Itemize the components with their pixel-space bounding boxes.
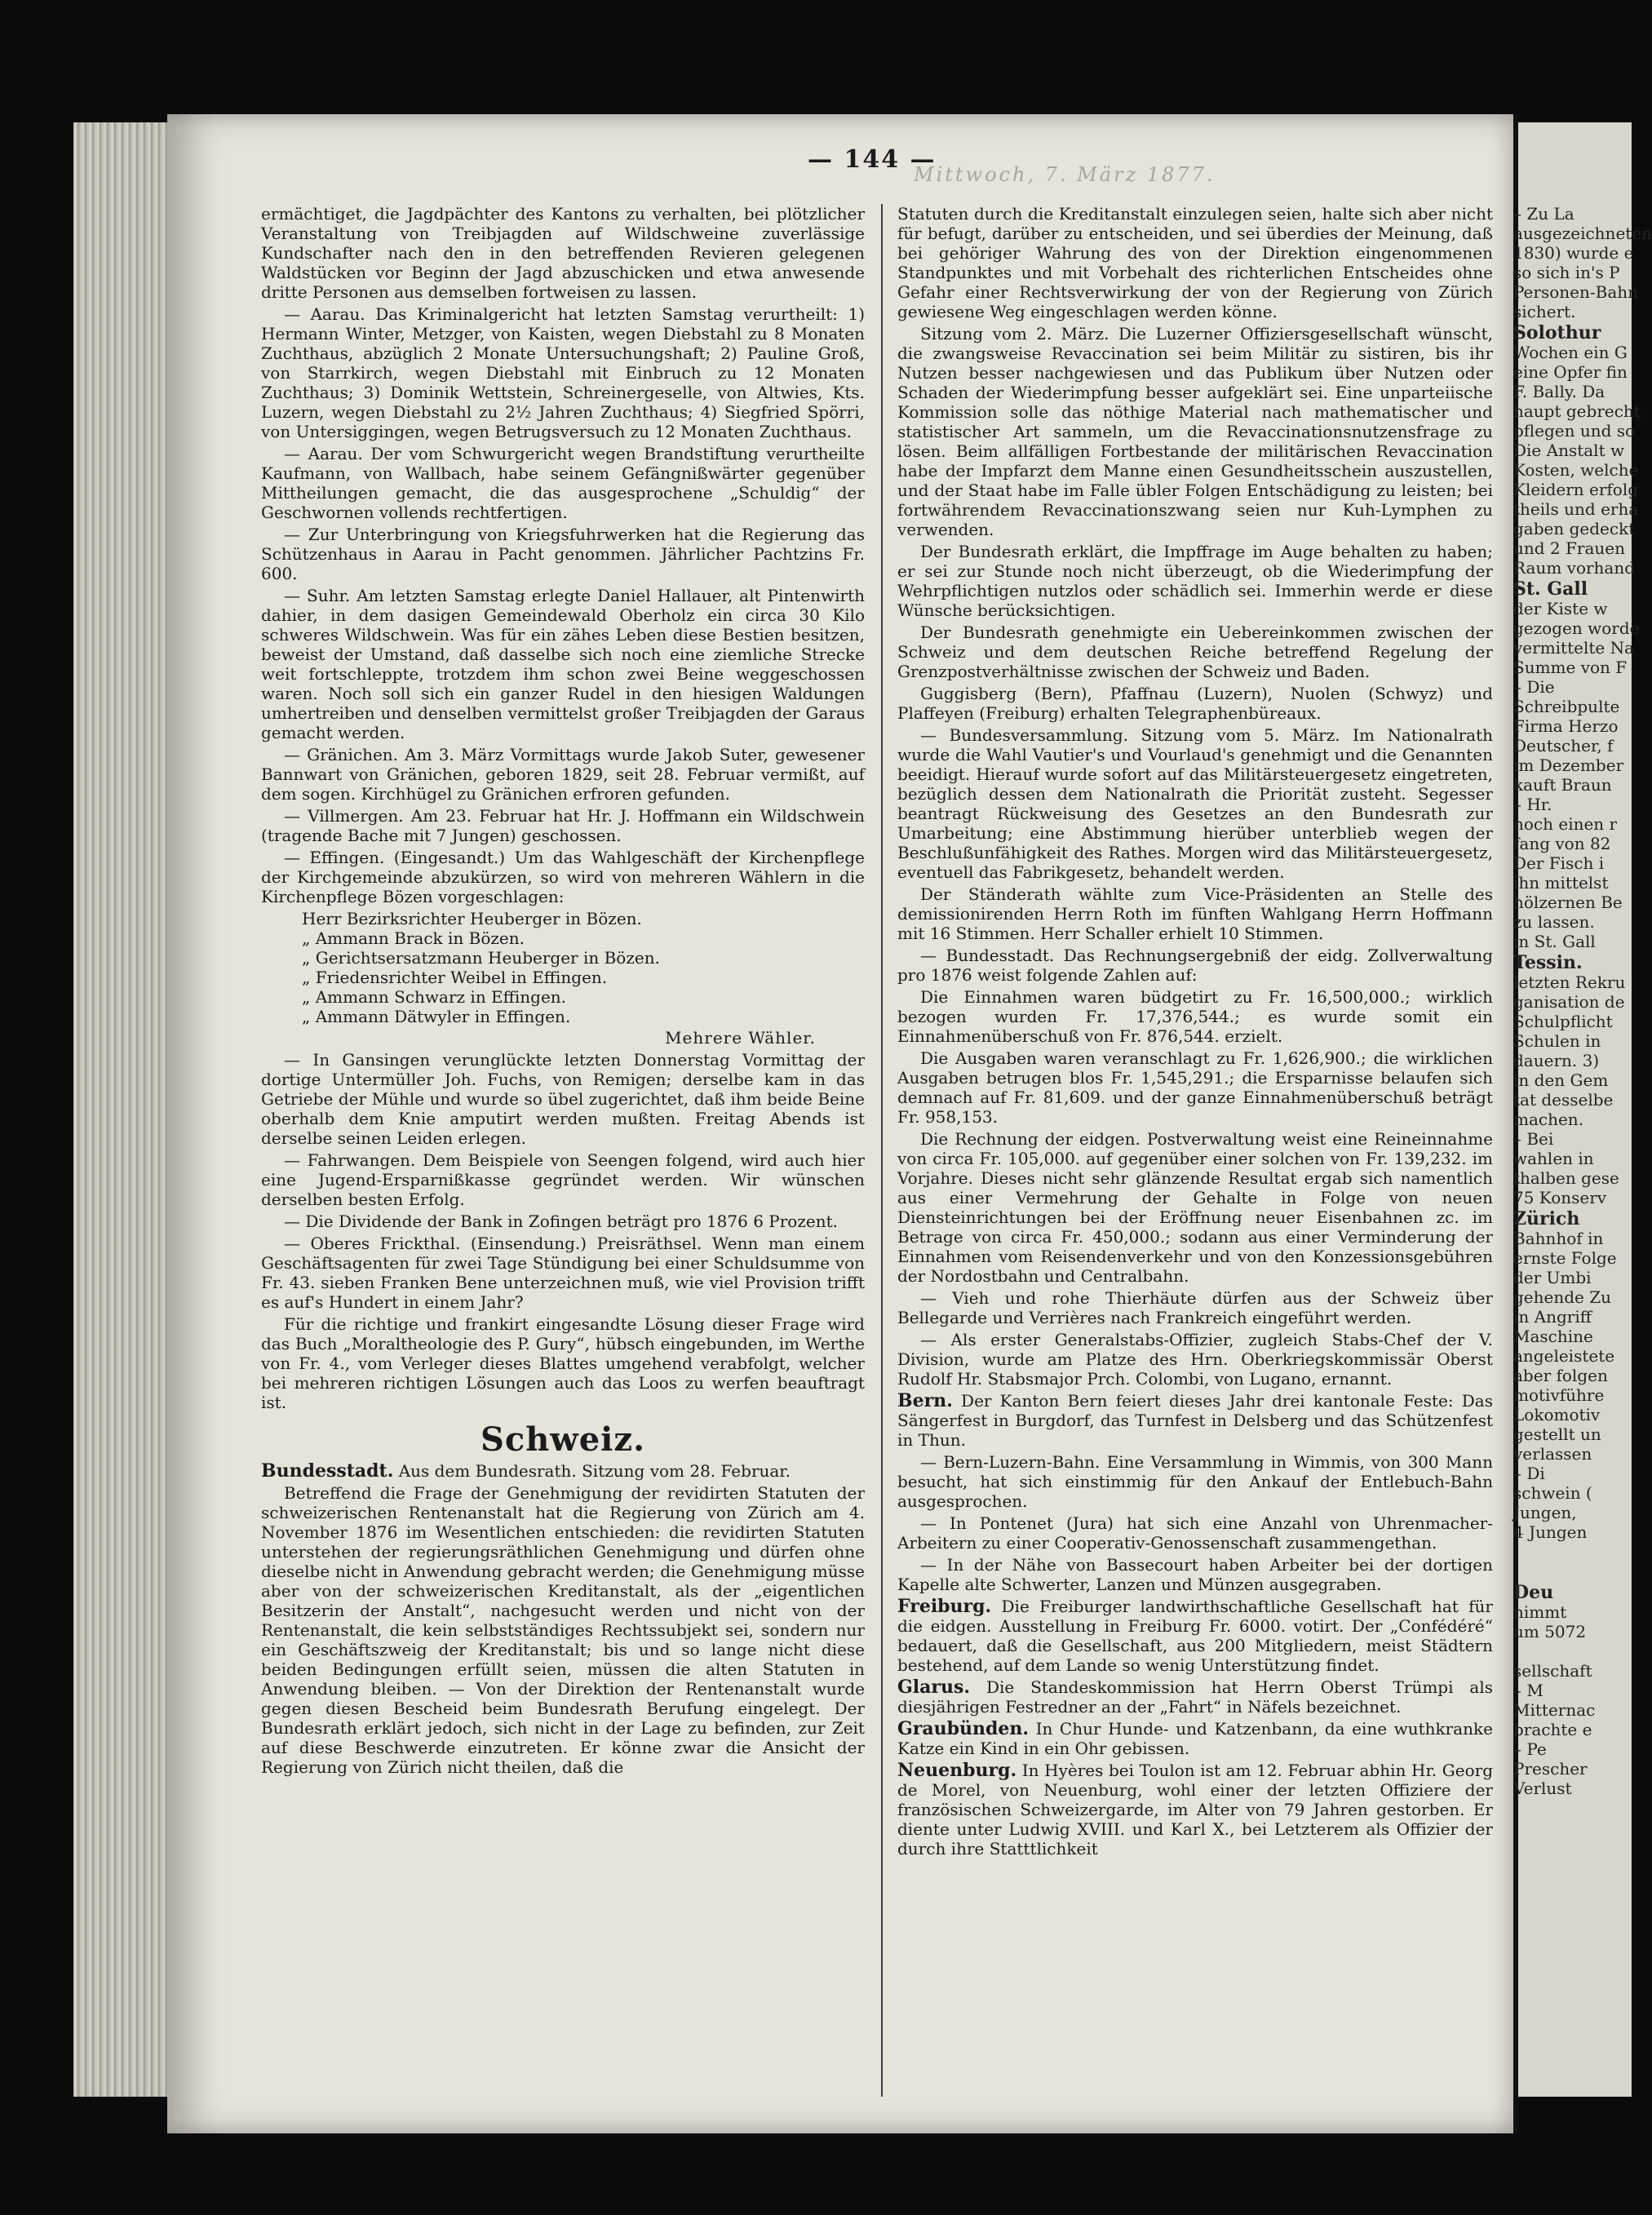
article-paragraph: Sitzung vom 2. März. Die Luzerner Offiziersgesellschaft wünscht, die zwangsweise Revaccination sei beim Militär zu sistiren, bis ihr Nutzen besser nachgewiesen und das Publikum über Nutzen oder Schaden der Wiederimpfung besser aufgeklärt sei. Eine unparteiische Kommission solle das nöthige Material nach mathematischer und statistischer Art sammeln, um die Revaccinationsnutzensfrage zu lösen. Beim allfälligen Fortbestande der militärischen Revaccination habe der Impfarzt dem Manne einen Gesundheitsschein auszustellen, und der Staat habe im Falle übler Folgen Entschädigung zu leisten; bei fortwährendem Revaccinationszwang seien nur Kuh-Lymphen zu verwenden. xyxy=(897,324,1493,539)
facing-page-line: kauft Braun xyxy=(1513,775,1612,795)
page-number: — 144 — xyxy=(808,145,937,174)
article-heading: Graubünden. xyxy=(897,1718,1030,1739)
facing-page-line: Bahnhof in xyxy=(1513,1229,1604,1248)
article-paragraph: — Die Dividende der Bank in Zofingen beträgt pro 1876 6 Prozent. xyxy=(284,1212,838,1231)
article-paragraph: — In der Nähe von Bassecourt haben Arbeiter bei der dortigen Kapelle alte Schwerter, Lanzen und Münzen ausgegraben. xyxy=(897,1555,1493,1594)
candidate-list-item: „ Ammann Brack in Bözen. xyxy=(302,928,525,948)
facing-page-line: Mitternac xyxy=(1513,1700,1596,1720)
left-column xyxy=(261,204,865,1779)
facing-page-line: Schulen in xyxy=(1513,1031,1601,1051)
article-paragraph: Der Bundesrath genehmigte ein Uebereinkommen zwischen der Schweiz und dem deutschen Reiche betreffend Regelung der Grenzpostverhältnisse zwischen der Schweiz und Baden. xyxy=(897,622,1493,681)
facing-page-line: Kleidern erfolg xyxy=(1513,480,1639,499)
facing-page-line: – Pe xyxy=(1513,1739,1547,1759)
facing-page-heading: St. Gall xyxy=(1513,578,1588,600)
facing-page-line: und 2 Frauen xyxy=(1513,538,1625,558)
article-paragraph: — Vieh und rohe Thierhäute dürfen aus der Schweiz über Bellegarde und Verrières nach Frankreich eingeführt werden. xyxy=(897,1288,1493,1327)
article-paragraph: Die Einnahmen waren büdgetirt zu Fr. 16,500,000.; wirklich bezogen wurden Fr. 17,376,544.; es wurde somit ein Einnahmenüberschuß von Fr. 876,544. erzielt. xyxy=(897,987,1493,1046)
article-paragraph: ermächtiget, die Jagdpächter des Kantons zu verhalten, bei plötzlicher Veranstaltung von Treibjagden auf Wildschweine zuverlässige Kundschafter nach den in den betreffenden Revieren gelegenen Waldstücken vor Beginn der Jagd abzuschicken und etwa anwesende dritte Personen aus demselben fortweisen zu lassen. xyxy=(261,204,865,302)
article-paragraph: — Aarau. Das Kriminalgericht hat letzten Samstag verurtheilt: 1) Hermann Winter, Metzger, von Kaisten, wegen Diebstahl zu 8 Monaten Zuchthaus, abzüglich 2 Monate Untersuchungshaft; 2) Pauline Groß, von Starrkirch, wegen Diebstahl mit Einbruch zu 12 Monaten Zuchthaus; 3) Dominik Wettstein, Schreinergeselle, von Altwies, Kts. Luzern, wegen Diebstahl zu 2½ Jahren Zuchthaus; 4) Siegfried Spörri, von Untersiggingen, wegen Betrugsversuch zu 12 Monaten Zuchthaus. xyxy=(261,304,865,441)
facing-page-line: Jungen, xyxy=(1513,1503,1577,1522)
article-signature: Mehrere Wähler. xyxy=(665,1028,816,1048)
candidate-list xyxy=(302,909,865,1026)
facing-page-line: tat desselbe xyxy=(1513,1090,1614,1110)
facing-page-line: haupt gebrecht xyxy=(1513,401,1641,421)
facing-page-line: vermittelte Na xyxy=(1513,638,1635,658)
facing-page-line: 75 Konserv xyxy=(1513,1188,1607,1207)
article-paragraph: — Oberes Frickthal. (Einsendung.) Preisräthsel. Wenn man einem Geschäftsagenten für zwei Tage Stündigung bei einer Schuldsumme von Fr. 43. sieben Franken Bene unterzeichnen muß, wie viel Provision trifft es auf's Hundert in einem Jahr? xyxy=(261,1234,865,1312)
facing-page-heading: Zürich xyxy=(1513,1208,1580,1229)
facing-page-line: zu lassen. xyxy=(1513,912,1595,932)
article-heading: Freiburg. xyxy=(897,1596,992,1617)
article-paragraph: — Fahrwangen. Dem Beispiele von Seengen folgend, wird auch hier eine Jugend-Ersparnißkasse gegründet werden. Wir wünschen derselben besten Erfolg. xyxy=(261,1150,865,1209)
article-paragraph: — In Gansingen verunglückte letzten Donnerstag Vormittag der dortige Untermüller Joh. Fuchs, von Remigen; derselbe kam in das Getriebe der Mühle und wurde so übel zugerichtet, daß ihm beide Beine oberhalb dem Knie amputirt werden mußten. Freitag Abends ist derselbe seinen Leiden erlegen. xyxy=(261,1050,865,1148)
facing-page-line: – Di xyxy=(1513,1464,1545,1483)
facing-page-line xyxy=(1513,1542,1632,1562)
facing-page-line: fang von 82 xyxy=(1513,834,1611,853)
book-page-edges xyxy=(73,122,171,2097)
article-paragraph: Graubünden. In Chur Hunde- und Katzenbann, da eine wuthkranke Katze ein Kind in ein Ohr gebissen. xyxy=(897,1718,1493,1758)
article-paragraph: Der Ständerath wählte zum Vice-Präsidenten an Stelle des demissionirenden Herrn Roth im fünften Wahlgang Herrn Hoffmann mit 16 Stimmen. Herr Schaller erhielt 10 Stimmen. xyxy=(897,884,1493,943)
article-paragraph: — Suhr. Am letzten Samstag erlegte Daniel Hallauer, alt Pintenwirth dahier, in dem dasigen Gemeindewald Oberholz ein circa 30 Kilo schweres Wildschwein. Was für ein zähes Leben diese Bestien besitzen, beweist der Umstand, daß dasselbe sich noch eine ziemliche Strecke weit fortschleppte, trotzdem ihm schon zwei Beine weggeschossen waren. Noch soll sich ein ganzer Rudel in den hiesigen Waldungen umhertreiben und denselben vermittelst großer Treibjagden der Garaus gemacht werden. xyxy=(261,586,865,742)
article-paragraph: — Gränichen. Am 3. März Vormittags wurde Jakob Suter, gewesener Bannwart von Gränichen, geboren 1829, seit 28. Februar vermißt, auf dem sogen. Kirchhügel zu Gränichen erfroren gefunden. xyxy=(261,745,865,804)
article-paragraph: — Bundesstadt. Das Rechnungsergebniß der eidg. Zollverwaltung pro 1876 weist folgende Zahlen auf: xyxy=(897,946,1493,985)
facing-page-line: um 5072 xyxy=(1513,1622,1587,1641)
facing-page-line: in den Gem xyxy=(1513,1070,1609,1090)
article-paragraph: Die Rechnung der eidgen. Postverwaltung weist eine Reineinnahme von circa Fr. 105,000. auf gegenüber einer solchen von Fr. 139,232. im Vorjahre. Dieses nicht sehr glänzende Resultat ergab sich namentlich aus einer Vermehrung der Gehalte in Folge von neuen Diensteinrichtungen bei der Eröffnung neuer Eisenbahnen zc. im Betrage von circa Fr. 450,000.; sodann aus einer Verminderung der Einnahmen vom Reisendenverkehr und von den Konzessionsgebühren der Nordostbahn und Centralbahn. xyxy=(897,1129,1493,1286)
article-paragraph: — Villmergen. Am 23. Februar hat Hr. J. Hoffmann ein Wildschwein (tragende Bache mit 7 Jungen) geschossen. xyxy=(261,806,865,845)
article-paragraph: Der Bundesrath erklärt, die Impffrage im Auge behalten zu haben; er sei zur Stunde noch nicht überzeugt, ob die Wiederimpfung der Wehrpflichtigen nutzlos oder schädlich sei. Immerhin werde er diese Wünsche berücksichtigen. xyxy=(897,542,1493,620)
facing-page-line: 1830) wurde e xyxy=(1513,243,1634,263)
facing-page-line: sellschaft xyxy=(1513,1661,1592,1681)
facing-page-line: 4 Jungen xyxy=(1513,1522,1588,1542)
facing-page-line: Deutscher, f xyxy=(1513,736,1614,755)
facing-page-line: Prescher xyxy=(1513,1759,1588,1779)
facing-page-line: ganisation de xyxy=(1513,992,1625,1012)
bleed-through-header: Mittwoch, 7. März 1877. xyxy=(914,163,1216,186)
candidate-list-item: Herr Bezirksrichter Heuberger in Bözen. xyxy=(302,909,642,928)
facing-page-line: ernste Folge xyxy=(1513,1248,1617,1268)
section-title: Schweiz. xyxy=(480,1420,646,1459)
article-paragraph: Guggisberg (Bern), Pfaffnau (Luzern), Nuolen (Schwyz) und Plaffeyen (Freiburg) erhalten Telegraphenbüreaux. xyxy=(897,684,1493,723)
facing-page-line: Personen-Bahn xyxy=(1513,282,1638,302)
article-heading: Bundesstadt. xyxy=(261,1460,394,1482)
article-paragraph: — In Pontenet (Jura) hat sich eine Anzahl von Uhrenmacher-Arbeitern zu einer Cooperativ-Genossenschaft zusammengethan. xyxy=(897,1513,1493,1553)
facing-page-line: Der Fisch i xyxy=(1513,853,1605,873)
article-paragraph: — Bundesversammlung. Sitzung vom 5. März. Im Nationalrath wurde die Wahl Vautier's und Vourlaud's genehmigt und die Genannten beeidigt. Hierauf wurde sofort auf das Militärsteuergesetz eingetreten, bezüglich dessen dem Nationalrath die Priorität zusteht. Segesser beantragt Rückweisung des Gesetzes an den Bundesrath zur Umarbeitung; eine Abstimmung hierüber unterblieb wegen der Beschlußunfähigkeit des Rathes. Morgen wird das Militärsteuergesetz, eventuell das Fabrikgesetz, behandelt werden. xyxy=(897,725,1493,882)
facing-page-line: ihn mittelst xyxy=(1513,873,1609,893)
article-paragraph: Bundesstadt. Aus dem Bundesrath. Sitzung vom 28. Februar. xyxy=(261,1460,791,1482)
facing-page-line: wahlen in xyxy=(1513,1149,1594,1168)
facing-page-line: verlassen xyxy=(1513,1444,1592,1464)
article-paragraph: — Als erster Generalstabs-Offizier, zugleich Stabs-Chef der V. Division, wurde am Platze des Hrn. Oberkriegskommissär Oberst Rudolf Hr. Stabsmajor Prch. Colombi, von Lugano, ernannt. xyxy=(897,1330,1493,1389)
candidate-list-item: „ Gerichtsersatzmann Heuberger in Bözen. xyxy=(302,948,660,968)
facing-page-line: Schreibpulte xyxy=(1513,697,1620,716)
facing-page-line: Firma Herzo xyxy=(1513,716,1619,736)
article-paragraph: Statuten durch die Kreditanstalt einzulegen seien, halte sich aber nicht für befugt, darüber zu entscheiden, und sei überdies der Meinung, daß bei gehöriger Wahrung des von der Direktion eingenommenen Standpunktes und mit Vorbehalt des richterlichen Entscheides ohne Gefahr einer Rechtsverwirkung der von der Regierung von Zürich gewiesene Weg eingeschlagen werden könne. xyxy=(897,204,1493,321)
facing-page-line: angeleistete xyxy=(1513,1346,1615,1366)
facing-page-line: Maschine xyxy=(1513,1327,1593,1346)
facing-page-line: sichert. xyxy=(1513,302,1576,321)
facing-page-line: der Umbi xyxy=(1513,1268,1592,1287)
facing-page-line: theils und erha xyxy=(1513,499,1639,519)
facing-page-line: Schulpflicht xyxy=(1513,1012,1613,1031)
candidate-list-item: „ Ammann Dätwyler in Effingen. xyxy=(302,1007,571,1026)
article-paragraph: Freiburg. Die Freiburger landwirthschaftliche Gesellschaft hat für die eidgen. Ausstellung in Freiburg Fr. 6000. votirt. Der „Confédéré“ bedauert, daß die Gesellschaft, aus 200 Mitgliedern, meist Städtern bestehend, auf dem Lande so wenig Unterstützung findet. xyxy=(897,1596,1493,1675)
facing-page-line: Verlust xyxy=(1513,1779,1572,1798)
facing-page-line: Die Anstalt w xyxy=(1513,441,1625,460)
facing-page-line: dauern. 3) xyxy=(1513,1051,1600,1070)
facing-page-line: – Die xyxy=(1513,677,1555,697)
facing-page-line: Lokomotiv xyxy=(1513,1405,1601,1424)
article-paragraph: — Zur Unterbringung von Kriegsfuhrwerken hat die Regierung das Schützenhaus in Aarau in Pacht genommen. Jährlicher Pachtzins Fr. 600. xyxy=(261,525,865,583)
facing-page-line: gaben gedeckt xyxy=(1513,519,1636,538)
facing-page-line: Wochen ein G xyxy=(1513,343,1628,362)
facing-page-line: schwein ( xyxy=(1513,1483,1592,1503)
article-paragraph: Glarus. Die Standeskommission hat Herrn Oberst Trümpi als diesjährigen Festredner an der „Fahrt“ in Näfels bezeichnet. xyxy=(897,1677,1493,1717)
facing-page-line: machen. xyxy=(1513,1110,1584,1129)
article-paragraph: — Aarau. Der vom Schwurgericht wegen Brandstiftung verurtheilte Kaufmann, von Wallbach, habe seinem Gefängnißwärter gegenüber Mittheilungen gemacht, die das ausgesprochene „Schuldig“ der Geschwornen vollends rechtfertigen. xyxy=(261,444,865,522)
facing-page-line xyxy=(1513,1562,1632,1581)
facing-page-line: ausgezeichneten xyxy=(1513,224,1652,243)
article-paragraph: Betreffend die Frage der Genehmigung der revidirten Statuten der schweizerischen Rentenanstalt hat die Regierung von Zürich am 4. November 1876 im Wesentlichen entschieden: die revidirten Statuten unterstehen der regierungsräthlichen Genehmigung und dürfen ohne dieselbe nicht in Anwendung gebracht werden; die Genehmigung müsse aber von der schweizerischen Kreditanstalt, als der „eigentlichen Besitzerin der Anstalt“, nachgesucht werden und nicht von der Rentenanstalt, die kein selbstständiges Rechtssubjekt sei, sondern nur ein Geschäftszweig der Kreditanstalt; bis und so lange nicht diese beiden Bedingungen erfüllt seien, müssen die alten Statuten in Anwendung bleiben. — Von der Direktion der Rentenanstalt wurde gegen diesen Bescheid beim Bundesrath Berufung eingelegt. Der Bundesrath erklärt jedoch, sich nicht in der Lage zu befinden, zur Zeit auf diese Beschwerde einzutreten. Er könne zwar die Ansicht der Regierung von Zürich nicht theilen, daß die xyxy=(261,1483,865,1777)
facing-page-line: pflegen und so xyxy=(1513,421,1636,441)
article-paragraph: Die Ausgaben waren veranschlagt zu Fr. 1,626,900.; die wirklichen Ausgaben betrugen blos Fr. 1,545,291.; die Ersparnisse belaufen sich demnach auf Fr. 81,609. und der ganze Einnahmenüberschuß beträgt Fr. 958,153. xyxy=(897,1048,1493,1127)
facing-page-line: – Bei xyxy=(1513,1129,1554,1149)
facing-page-line: in St. Gall xyxy=(1513,932,1596,951)
candidate-list-item: „ Ammann Schwarz in Effingen. xyxy=(302,987,567,1007)
article-paragraph: Bern. Der Kanton Bern feiert dieses Jahr drei kantonale Feste: Das Sängerfest in Burgdorf, das Turnfest in Delsberg und das Schützenfest in Thun. xyxy=(897,1390,1493,1450)
facing-page-line: motivführe xyxy=(1513,1385,1605,1405)
facing-page-line: im Dezember xyxy=(1513,755,1624,775)
article-paragraph: Für die richtige und frankirt eingesandte Lösung dieser Frage wird das Buch „Moraltheologie des P. Gury“, hübsch eingebunden, im Werthe von Fr. 4., vom Verleger dieses Blattes umgehend verabfolgt, welcher bei mehreren richtigen Lösungen auch das Loos zu werfen beauftragt ist. xyxy=(261,1314,865,1412)
facing-page-line: aber folgen xyxy=(1513,1366,1608,1385)
article-heading: Glarus. xyxy=(897,1677,971,1698)
article-paragraph: — Effingen. (Eingesandt.) Um das Wahlgeschäft der Kirchenpflege der Kirchgemeinde abzukürzen, so wird von mehreren Wählern in die Kirchenpflege Bözen vorgeschlagen: xyxy=(261,848,865,906)
column-divider xyxy=(881,204,883,2097)
facing-page-line: gestellt un xyxy=(1513,1424,1601,1444)
facing-page-line: eine Opfer fin xyxy=(1513,362,1628,382)
facing-page-line: – M xyxy=(1513,1681,1543,1700)
candidate-list-item: „ Friedensrichter Weibel in Effingen. xyxy=(302,968,608,987)
facing-page-line: letzten Rekru xyxy=(1513,972,1626,992)
middle-column xyxy=(897,204,1493,1861)
facing-page-line: der Kiste w xyxy=(1513,599,1608,618)
facing-page-line xyxy=(1513,1641,1632,1661)
facing-page-line: brachte e xyxy=(1513,1720,1592,1739)
facing-page-line: noch einen r xyxy=(1513,814,1618,834)
facing-page-line: Raum vorhand xyxy=(1513,558,1636,578)
article-heading: Neuenburg. xyxy=(897,1760,1017,1781)
facing-page-line: – Zu La xyxy=(1513,204,1574,224)
article-paragraph: — Bern-Luzern-Bahn. Eine Versammlung in Wimmis, von 300 Mann besucht, hat sich einstimmig für den Ankauf der Entlebuch-Bahn ausgesprochen. xyxy=(897,1452,1493,1511)
facing-page-line: gehende Zu xyxy=(1513,1287,1612,1307)
facing-page-line: Summe von F xyxy=(1513,658,1628,677)
facing-page-line: nimmt xyxy=(1513,1602,1567,1622)
facing-page-line: – Hr. xyxy=(1513,795,1552,814)
facing-page-line: hölzernen Be xyxy=(1513,893,1623,912)
facing-page-heading: Tessin. xyxy=(1513,952,1583,973)
article-heading: Bern. xyxy=(897,1390,953,1411)
facing-page-line: F. Bally. Da xyxy=(1513,382,1605,401)
facing-page-line: in Angriff xyxy=(1513,1307,1592,1327)
facing-page-line: so sich in's P xyxy=(1513,263,1620,282)
facing-page-heading: Deu xyxy=(1513,1582,1554,1603)
facing-page-column-fragment xyxy=(1513,204,1652,1798)
facing-page-line: thalben gese xyxy=(1513,1168,1619,1188)
facing-page-line: gezogen worde xyxy=(1513,618,1640,638)
facing-page-line: Kosten, welche xyxy=(1513,460,1639,480)
article-paragraph: Neuenburg. In Hyères bei Toulon ist am 12. Februar abhin Hr. Georg de Morel, von Neuenburg, wohl einer der letzten Offiziere der französischen Schweizergarde, im Alter von 79 Jahren gestorben. Er diente unter Ludwig XVIII. und Karl X., bei Letzterem als Offizier der durch ihre Statttlichkeit xyxy=(897,1760,1493,1858)
facing-page-heading: Solothur xyxy=(1513,322,1601,343)
